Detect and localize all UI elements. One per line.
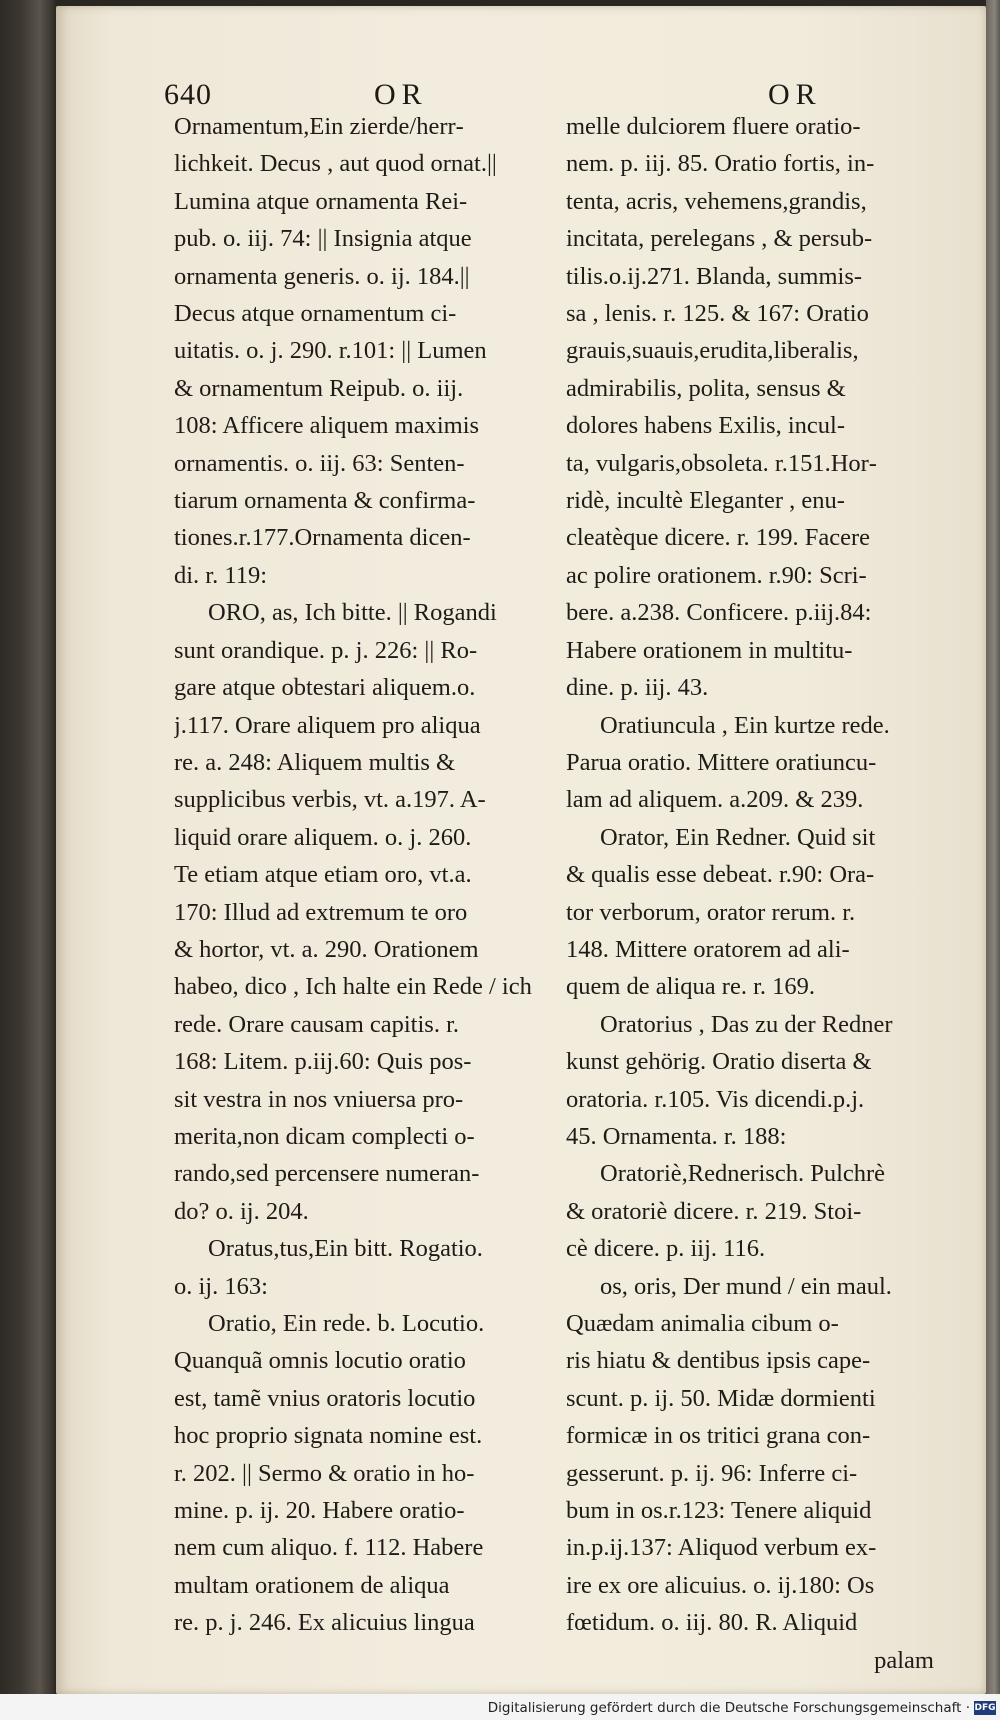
page-number: 640	[164, 78, 212, 111]
text-line: sa , lenis. r. 125. & 167: Oratio	[566, 300, 869, 328]
text-line: o. ij. 163:	[174, 1272, 268, 1300]
text-line: lichkeit. Decus , aut quod ornat.||	[174, 150, 497, 178]
text-line: formicæ in os tritici grana con‐	[566, 1422, 871, 1450]
book-edge	[986, 0, 1000, 1720]
text-line: fœtidum. o. iij. 80. R. Aliquid	[566, 1609, 858, 1637]
text-line: tiones.r.177.Ornamenta dicen‐	[174, 524, 471, 552]
text-line: cleatèque dicere. r. 199. Facere	[566, 524, 871, 552]
text-line: sunt orandique. p. j. 226: || Ro‐	[174, 636, 478, 664]
text-line: bum in os.r.123: Tenere aliquid	[566, 1497, 872, 1525]
text-line: Te etiam atque etiam oro, vt.a.	[174, 861, 472, 889]
text-line: 45. Ornamenta. r. 188:	[566, 1122, 787, 1150]
entry-headword-line: Oratoriè,Rednerisch. Pulchrè	[600, 1160, 886, 1188]
text-line: r. 202. || Sermo & oratio in ho‐	[174, 1459, 475, 1487]
running-head-left: OR	[374, 78, 428, 111]
text-line: pub. o. iij. 74: || Insignia atque	[174, 225, 472, 253]
text-line: tenta, acris, vehemens,grandis,	[566, 187, 867, 215]
text-line: uitatis. o. j. 290. r.101: || Lumen	[174, 337, 487, 365]
text-line: Ornamentum,Ein zierde/herr‐	[174, 113, 464, 140]
text-line: & oratoriè dicere. r. 219. Stoi‐	[566, 1197, 862, 1225]
text-line: 108: Afficere aliquem maximis	[174, 412, 480, 440]
entry-headword-line: ORO, as, Ich bitte. || Rogandi	[208, 599, 497, 627]
text-line: cè dicere. p. iij. 116.	[566, 1235, 766, 1263]
text-line: & qualis esse debeat. r.90: Ora‐	[566, 861, 875, 889]
text-line: 168: Litem. p.iij.60: Quis pos‐	[174, 1048, 472, 1076]
text-line: merita,non dicam complecti o‐	[174, 1122, 475, 1150]
text-line: rede. Orare causam capitis. r.	[174, 1010, 460, 1038]
text-line: sit vestra in nos vniuersa pro‐	[174, 1085, 464, 1113]
text-line: dolores habens Exilis, incul‐	[566, 412, 845, 440]
text-line: liquid orare aliquem. o. j. 260.	[174, 823, 472, 851]
text-line: Lumina atque ornamenta Rei‐	[174, 187, 468, 215]
text-line: bere. a.238. Conficere. p.iij.84:	[566, 599, 872, 627]
text-line: do? o. ij. 204.	[174, 1197, 309, 1225]
entry-headword-line: Orator, Ein Redner. Quid sit	[600, 823, 876, 851]
text-line: Habere orationem in multitu‐	[566, 636, 853, 664]
text-line: 148. Mittere oratorem ad ali‐	[566, 935, 850, 963]
dfg-logo-icon: DFG	[974, 1703, 996, 1713]
text-line: mine. p. ij. 20. Habere oratio‐	[174, 1497, 465, 1525]
entry-headword-line: Oratiuncula , Ein kurtze rede.	[600, 711, 890, 739]
text-line: re. p. j. 246. Ex alicuius lingua	[174, 1609, 475, 1637]
text-line: ire ex ore alicuius. o. ij.180: Os	[566, 1571, 875, 1599]
text-line: rando,sed percensere numeran‐	[174, 1160, 480, 1188]
text-line: est, tamẽ vnius oratoris locutio	[174, 1384, 476, 1412]
text-line: Quanquã omnis locutio oratio	[174, 1347, 466, 1375]
text-line: gesserunt. p. ij. 96: Inferre ci‐	[566, 1459, 858, 1487]
text-line: in.p.ij.137: Aliquod verbum ex‐	[566, 1534, 877, 1562]
text-line: di. r. 119:	[174, 561, 268, 589]
text-line: supplicibus verbis, vt. a.197. A‐	[174, 786, 486, 814]
text-line: multam orationem de aliqua	[174, 1571, 450, 1599]
text-line: tilis.o.ij.271. Blanda, summis‐	[566, 262, 863, 290]
running-head-right: OR	[768, 78, 822, 111]
text-line: ta, vulgaris,obsoleta. r.151.Hor‐	[566, 449, 877, 477]
text-line: incitata, perelegans , & persub‐	[566, 225, 873, 253]
text-line: quem de aliqua re. r. 169.	[566, 973, 816, 1001]
text-line: ris hiatu & dentibus ipsis cape‐	[566, 1347, 871, 1375]
text-line: melle dulciorem fluere oratio‐	[566, 113, 861, 140]
text-line: nem. p. iij. 85. Oratio fortis, in‐	[566, 150, 875, 178]
entry-headword-line: Oratus,tus,Ein bitt. Rogatio.	[208, 1235, 483, 1263]
entry-headword-line: Oratio, Ein rede. b. Locutio.	[208, 1310, 485, 1337]
text-line: j.117. Orare aliquem pro aliqua	[174, 711, 481, 739]
text-line: scunt. p. ij. 50. Midæ dormienti	[566, 1384, 876, 1412]
text-line: ridè, incultè Eleganter , enu‐	[566, 487, 845, 515]
text-line: grauis,suauis,erudita,liberalis,	[566, 337, 859, 365]
text-line: ornamentis. o. iij. 63: Senten‐	[174, 449, 465, 477]
text-line: ac polire orationem. r.90: Scri‐	[566, 561, 867, 589]
funding-notice: Digitalisierung gefördert durch die Deutsche Forschungsgemeinschaft ·	[487, 1700, 970, 1716]
entry-headword-line: os, oris, Der mund / ein maul.	[600, 1272, 892, 1300]
text-line: gare atque obtestari aliquem.o.	[174, 674, 476, 702]
text-line: tor verborum, orator rerum. r.	[566, 898, 856, 926]
text-line: dine. p. iij. 43.	[566, 674, 709, 702]
catchword: palam	[874, 1646, 934, 1674]
text-line: Quædam animalia cibum o‐	[566, 1310, 839, 1337]
text-line: & ornamentum Reipub. o. iij.	[174, 374, 464, 402]
text-line: re. a. 248: Aliquem multis &	[174, 748, 456, 776]
text-line: oratoria. r.105. Vis dicendi.p.j.	[566, 1085, 865, 1113]
text-line: 170: Illud ad extremum te oro	[174, 898, 468, 926]
text-line: ornamenta generis. o. ij. 184.||	[174, 262, 470, 290]
text-line: lam ad aliquem. a.209. & 239.	[566, 786, 864, 814]
right-text-column	[566, 108, 948, 1679]
text-line: kunst gehörig. Oratio diserta &	[566, 1048, 872, 1076]
left-text-column	[174, 108, 552, 1642]
text-line: hoc proprio signata nomine est.	[174, 1422, 483, 1450]
text-line: tiarum ornamenta & confirma‐	[174, 487, 476, 515]
digitization-footer	[0, 1694, 1000, 1720]
text-line: Decus atque ornamentum ci‐	[174, 300, 457, 328]
entry-headword-line: Oratorius , Das zu der Redner	[600, 1010, 893, 1038]
text-line: habeo, dico , Ich halte ein Rede / ich	[174, 973, 532, 1001]
text-line: nem cum aliquo. f. 112. Habere	[174, 1534, 484, 1562]
text-line: Parua oratio. Mittere oratiuncu‐	[566, 748, 877, 776]
text-line: & hortor, vt. a. 290. Orationem	[174, 935, 479, 963]
text-line: admirabilis, polita, sensus &	[566, 374, 846, 402]
